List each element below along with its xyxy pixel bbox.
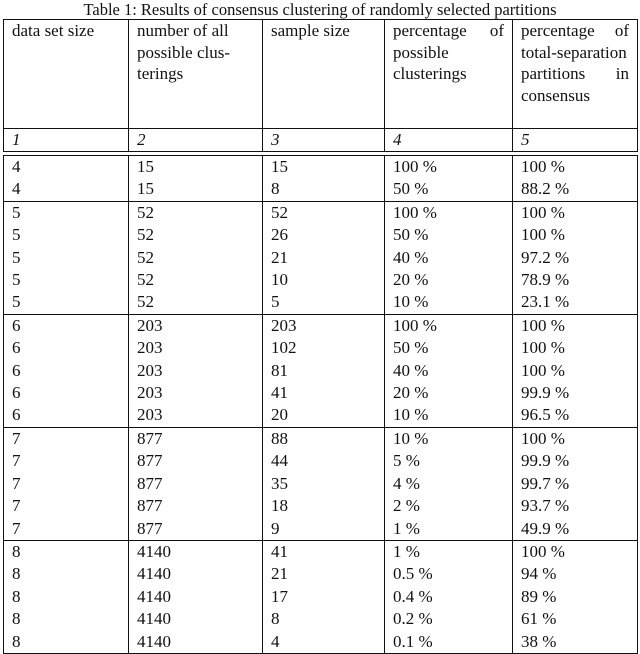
table-cell: 8 [4,608,129,630]
table-cell: 44 [263,450,385,472]
table-row [4,156,638,179]
table-cell: 0.4 % [385,586,513,608]
table-cell: 8 [263,608,385,630]
table-cell: 203 [129,360,263,382]
table-cell: 8 [4,540,129,563]
column-number: 1 [4,129,129,152]
table-cell: 40 % [385,360,513,382]
table-cell: 100 % [513,201,638,224]
table-cell: 52 [129,247,263,269]
table-cell: 93.7 % [513,495,638,517]
table-cell: 1 % [385,540,513,563]
table-cell: 5 [4,224,129,246]
table-cell: 52 [129,269,263,291]
table-row [4,337,638,359]
table-cell: 4 [263,631,385,654]
table-cell: 18 [263,495,385,517]
table-cell: 7 [4,450,129,472]
table-cell: 17 [263,586,385,608]
table-cell: 10 % [385,427,513,450]
table-row [4,518,638,541]
table-cell: 100 % [513,360,638,382]
table-cell: 23.1 % [513,291,638,314]
table-cell: 0.1 % [385,631,513,654]
table-cell: 7 [4,473,129,495]
table-cell: 5 % [385,450,513,472]
table-cell: 877 [129,495,263,517]
table-row [4,224,638,246]
table-row [4,314,638,337]
table-cell: 4 [4,178,129,201]
table-cell: 100 % [513,540,638,563]
column-number: 2 [129,129,263,152]
table-cell: 35 [263,473,385,495]
table-row [4,473,638,495]
table-header [3,19,638,152]
table-cell: 100 % [385,201,513,224]
table-row [4,404,638,427]
column-number: 3 [263,129,385,152]
table-cell: 52 [129,291,263,314]
table-cell: 4140 [129,608,263,630]
table-cell: 0.5 % [385,563,513,585]
table-cell: 0.2 % [385,608,513,630]
table-cell: 7 [4,427,129,450]
table-cell: 99.7 % [513,473,638,495]
table-row [4,608,638,630]
table-cell: 877 [129,450,263,472]
table-cell: 877 [129,473,263,495]
table-cell: 7 [4,518,129,541]
table-cell: 78.9 % [513,269,638,291]
table-body [3,155,638,654]
table-cell: 5 [263,291,385,314]
table-cell: 21 [263,563,385,585]
table-cell: 8 [263,178,385,201]
table-cell: 4 % [385,473,513,495]
table-cell: 100 % [513,427,638,450]
header-percentage-total-separation: percentage of total-separation partitions in consensus [513,20,638,129]
table-cell: 203 [129,314,263,337]
table-row [4,247,638,269]
table-cell: 20 [263,404,385,427]
table-cell: 100 % [513,337,638,359]
table-cell: 2 % [385,495,513,517]
table-cell: 100 % [385,314,513,337]
table-cell: 4140 [129,540,263,563]
table-cell: 96.5 % [513,404,638,427]
table-cell: 203 [129,337,263,359]
header-row [4,20,638,129]
table-cell: 10 % [385,291,513,314]
table-cell: 15 [129,156,263,179]
table-cell: 99.9 % [513,450,638,472]
table-cell: 8 [4,586,129,608]
table-row [4,631,638,654]
table-row [4,269,638,291]
table-row [4,540,638,563]
header-sample-size: sample size [263,20,385,129]
table-cell: 203 [129,382,263,404]
table-cell: 4140 [129,563,263,585]
header-data-set-size: data set size [4,20,129,129]
table-cell: 40 % [385,247,513,269]
table-cell: 8 [4,563,129,585]
table-cell: 5 [4,291,129,314]
table-cell: 6 [4,382,129,404]
table-row [4,178,638,201]
table-cell: 7 [4,495,129,517]
table-row [4,450,638,472]
table-cell: 100 % [513,156,638,179]
table-cell: 20 % [385,382,513,404]
table-cell: 102 [263,337,385,359]
table-row [4,586,638,608]
table-cell: 4140 [129,586,263,608]
table-caption: Table 1: Results of consensus clustering of randomly selected partitions [83,0,557,19]
table-row [4,360,638,382]
header-percentage-possible: percentage of possible clusterings [385,20,513,129]
table-cell: 10 [263,269,385,291]
table-row [4,382,638,404]
table-cell: 4 [4,156,129,179]
table-cell: 100 % [513,224,638,246]
table-cell: 97.2 % [513,247,638,269]
table-cell: 6 [4,314,129,337]
table-cell: 100 % [385,156,513,179]
table-cell: 94 % [513,563,638,585]
table-cell: 4140 [129,631,263,654]
table-row [4,201,638,224]
table-row [4,427,638,450]
table-cell: 26 [263,224,385,246]
table-cell: 6 [4,360,129,382]
table-cell: 15 [263,156,385,179]
table-cell: 50 % [385,178,513,201]
table-cell: 877 [129,518,263,541]
table-cell: 100 % [513,314,638,337]
table-cell: 38 % [513,631,638,654]
table-row [4,291,638,314]
table-cell: 5 [4,269,129,291]
column-number: 4 [385,129,513,152]
table-cell: 52 [263,201,385,224]
table-cell: 20 % [385,269,513,291]
table-cell: 52 [129,201,263,224]
table-cell: 41 [263,382,385,404]
table-cell: 6 [4,404,129,427]
table-cell: 10 % [385,404,513,427]
table-cell: 21 [263,247,385,269]
table-row [4,563,638,585]
column-number: 5 [513,129,638,152]
table-cell: 50 % [385,224,513,246]
table-cell: 1 % [385,518,513,541]
table-cell: 8 [4,631,129,654]
column-number-row [4,129,638,152]
header-number-of-clusterings: number of all possible clus-terings [129,20,263,129]
table-cell: 5 [4,247,129,269]
table-cell: 50 % [385,337,513,359]
table-cell: 89 % [513,586,638,608]
table-cell: 9 [263,518,385,541]
table-cell: 203 [129,404,263,427]
table-cell: 6 [4,337,129,359]
table-cell: 52 [129,224,263,246]
table-cell: 88 [263,427,385,450]
table-cell: 41 [263,540,385,563]
table-cell: 15 [129,178,263,201]
table-cell: 99.9 % [513,382,638,404]
table-cell: 81 [263,360,385,382]
table-cell: 877 [129,427,263,450]
table-cell: 49.9 % [513,518,638,541]
table-cell: 203 [263,314,385,337]
table-cell: 5 [4,201,129,224]
table-cell: 88.2 % [513,178,638,201]
table-cell: 61 % [513,608,638,630]
table-row [4,495,638,517]
